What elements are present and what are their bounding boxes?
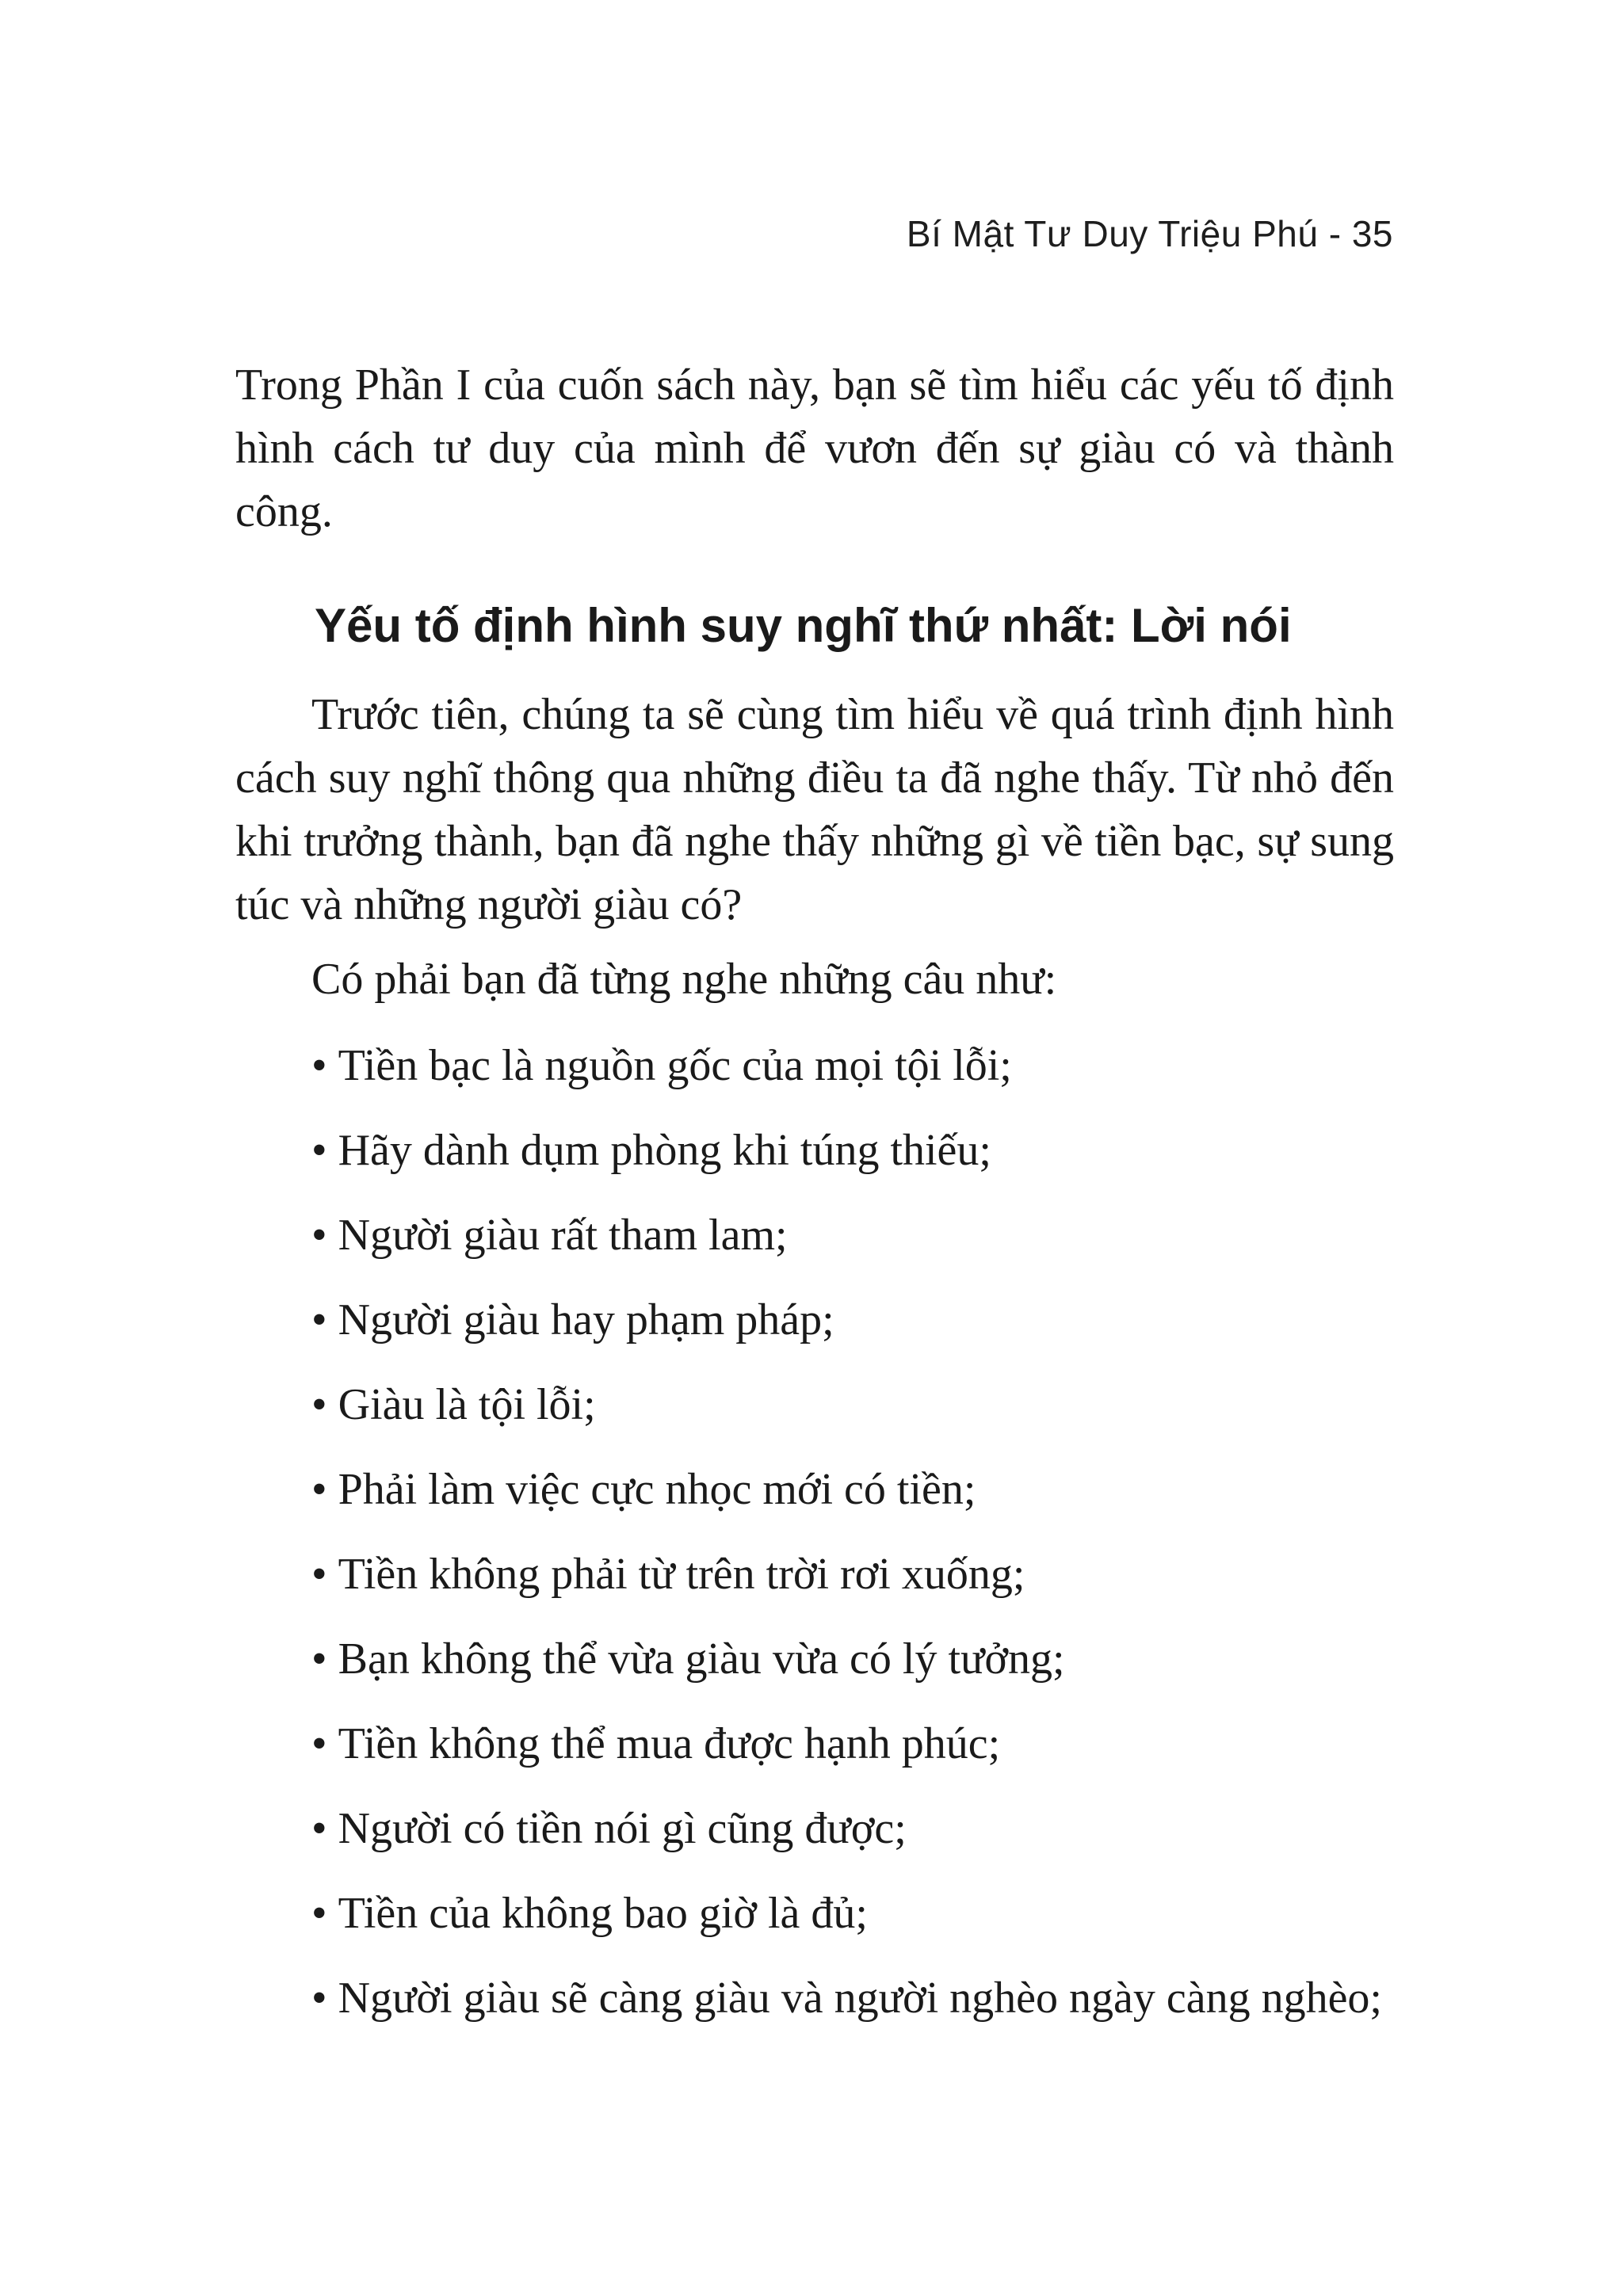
list-item-text: Phải làm việc cực nhọc mới có tiền; xyxy=(338,1465,976,1514)
list-item xyxy=(235,1203,1394,1267)
list-item xyxy=(235,1627,1394,1691)
list-item-text: Người giàu sẽ càng giàu và người nghèo ngày càng nghèo; xyxy=(338,1974,1382,2023)
list-item-text: Tiền bạc là nguồn gốc của mọi tội lỗi; xyxy=(338,1041,1012,1090)
list-item xyxy=(235,1966,1394,2030)
list-item-text: Tiền không thể mua được hạnh phúc; xyxy=(338,1719,1001,1768)
bullet-icon: • xyxy=(311,1974,327,2023)
list-item xyxy=(235,1034,1394,1097)
list-item xyxy=(235,1288,1394,1352)
bullet-icon: • xyxy=(311,1041,327,1090)
bullet-icon: • xyxy=(311,1719,327,1768)
bullet-icon: • xyxy=(311,1126,327,1175)
running-header: Bí Mật Tư Duy Triệu Phú - 35 xyxy=(906,213,1393,254)
bullet-icon: • xyxy=(311,1550,327,1599)
bullet-icon: • xyxy=(311,1380,327,1429)
bullet-icon: • xyxy=(311,1211,327,1260)
list-item xyxy=(235,1543,1394,1606)
list-item xyxy=(235,1119,1394,1182)
list-item-text: Hãy dành dụm phòng khi túng thiếu; xyxy=(338,1126,991,1175)
bullet-icon: • xyxy=(311,1465,327,1514)
list-item xyxy=(235,1458,1394,1521)
list-item-text: Người giàu rất tham lam; xyxy=(338,1211,788,1260)
bullet-icon: • xyxy=(311,1804,327,1853)
list-item xyxy=(235,1797,1394,1860)
section-paragraph-2: Có phải bạn đã từng nghe những câu như: xyxy=(311,955,1057,1004)
intro-paragraph: Trong Phần I của cuốn sách này, bạn sẽ tìm hiểu các yếu tố định hình cách tư duy của mình để vươn đến sự giàu có và thành công. xyxy=(235,360,1394,536)
list-item-text: Bạn không thể vừa giàu vừa có lý tưởng; xyxy=(338,1634,1065,1684)
list-item xyxy=(235,1373,1394,1436)
list-item-text: Tiền của không bao giờ là đủ; xyxy=(338,1889,868,1938)
list-item xyxy=(235,1882,1394,1945)
list-item-text: Tiền không phải từ trên trời rơi xuống; xyxy=(338,1550,1025,1599)
list-item-text: Người có tiền nói gì cũng được; xyxy=(338,1804,907,1853)
bullet-icon: • xyxy=(311,1634,327,1684)
section-paragraph-1: Trước tiên, chúng ta sẽ cùng tìm hiểu về quá trình định hình cách suy nghĩ thông qua những điều ta đã nghe thấy. Từ nhỏ đến khi trưởng thành, bạn đã nghe thấy những gì về tiền bạc, sự sung túc và những người giàu có? xyxy=(235,690,1394,929)
bullet-icon: • xyxy=(311,1295,327,1344)
list-item-text: Người giàu hay phạm pháp; xyxy=(338,1295,834,1344)
list-item xyxy=(235,1712,1394,1775)
section-heading: Yếu tố định hình suy nghĩ thứ nhất: Lời nói xyxy=(315,599,1292,652)
list-item-text: Giàu là tội lỗi; xyxy=(338,1380,596,1429)
bullet-list xyxy=(235,1034,1394,2051)
bullet-icon: • xyxy=(311,1889,327,1938)
